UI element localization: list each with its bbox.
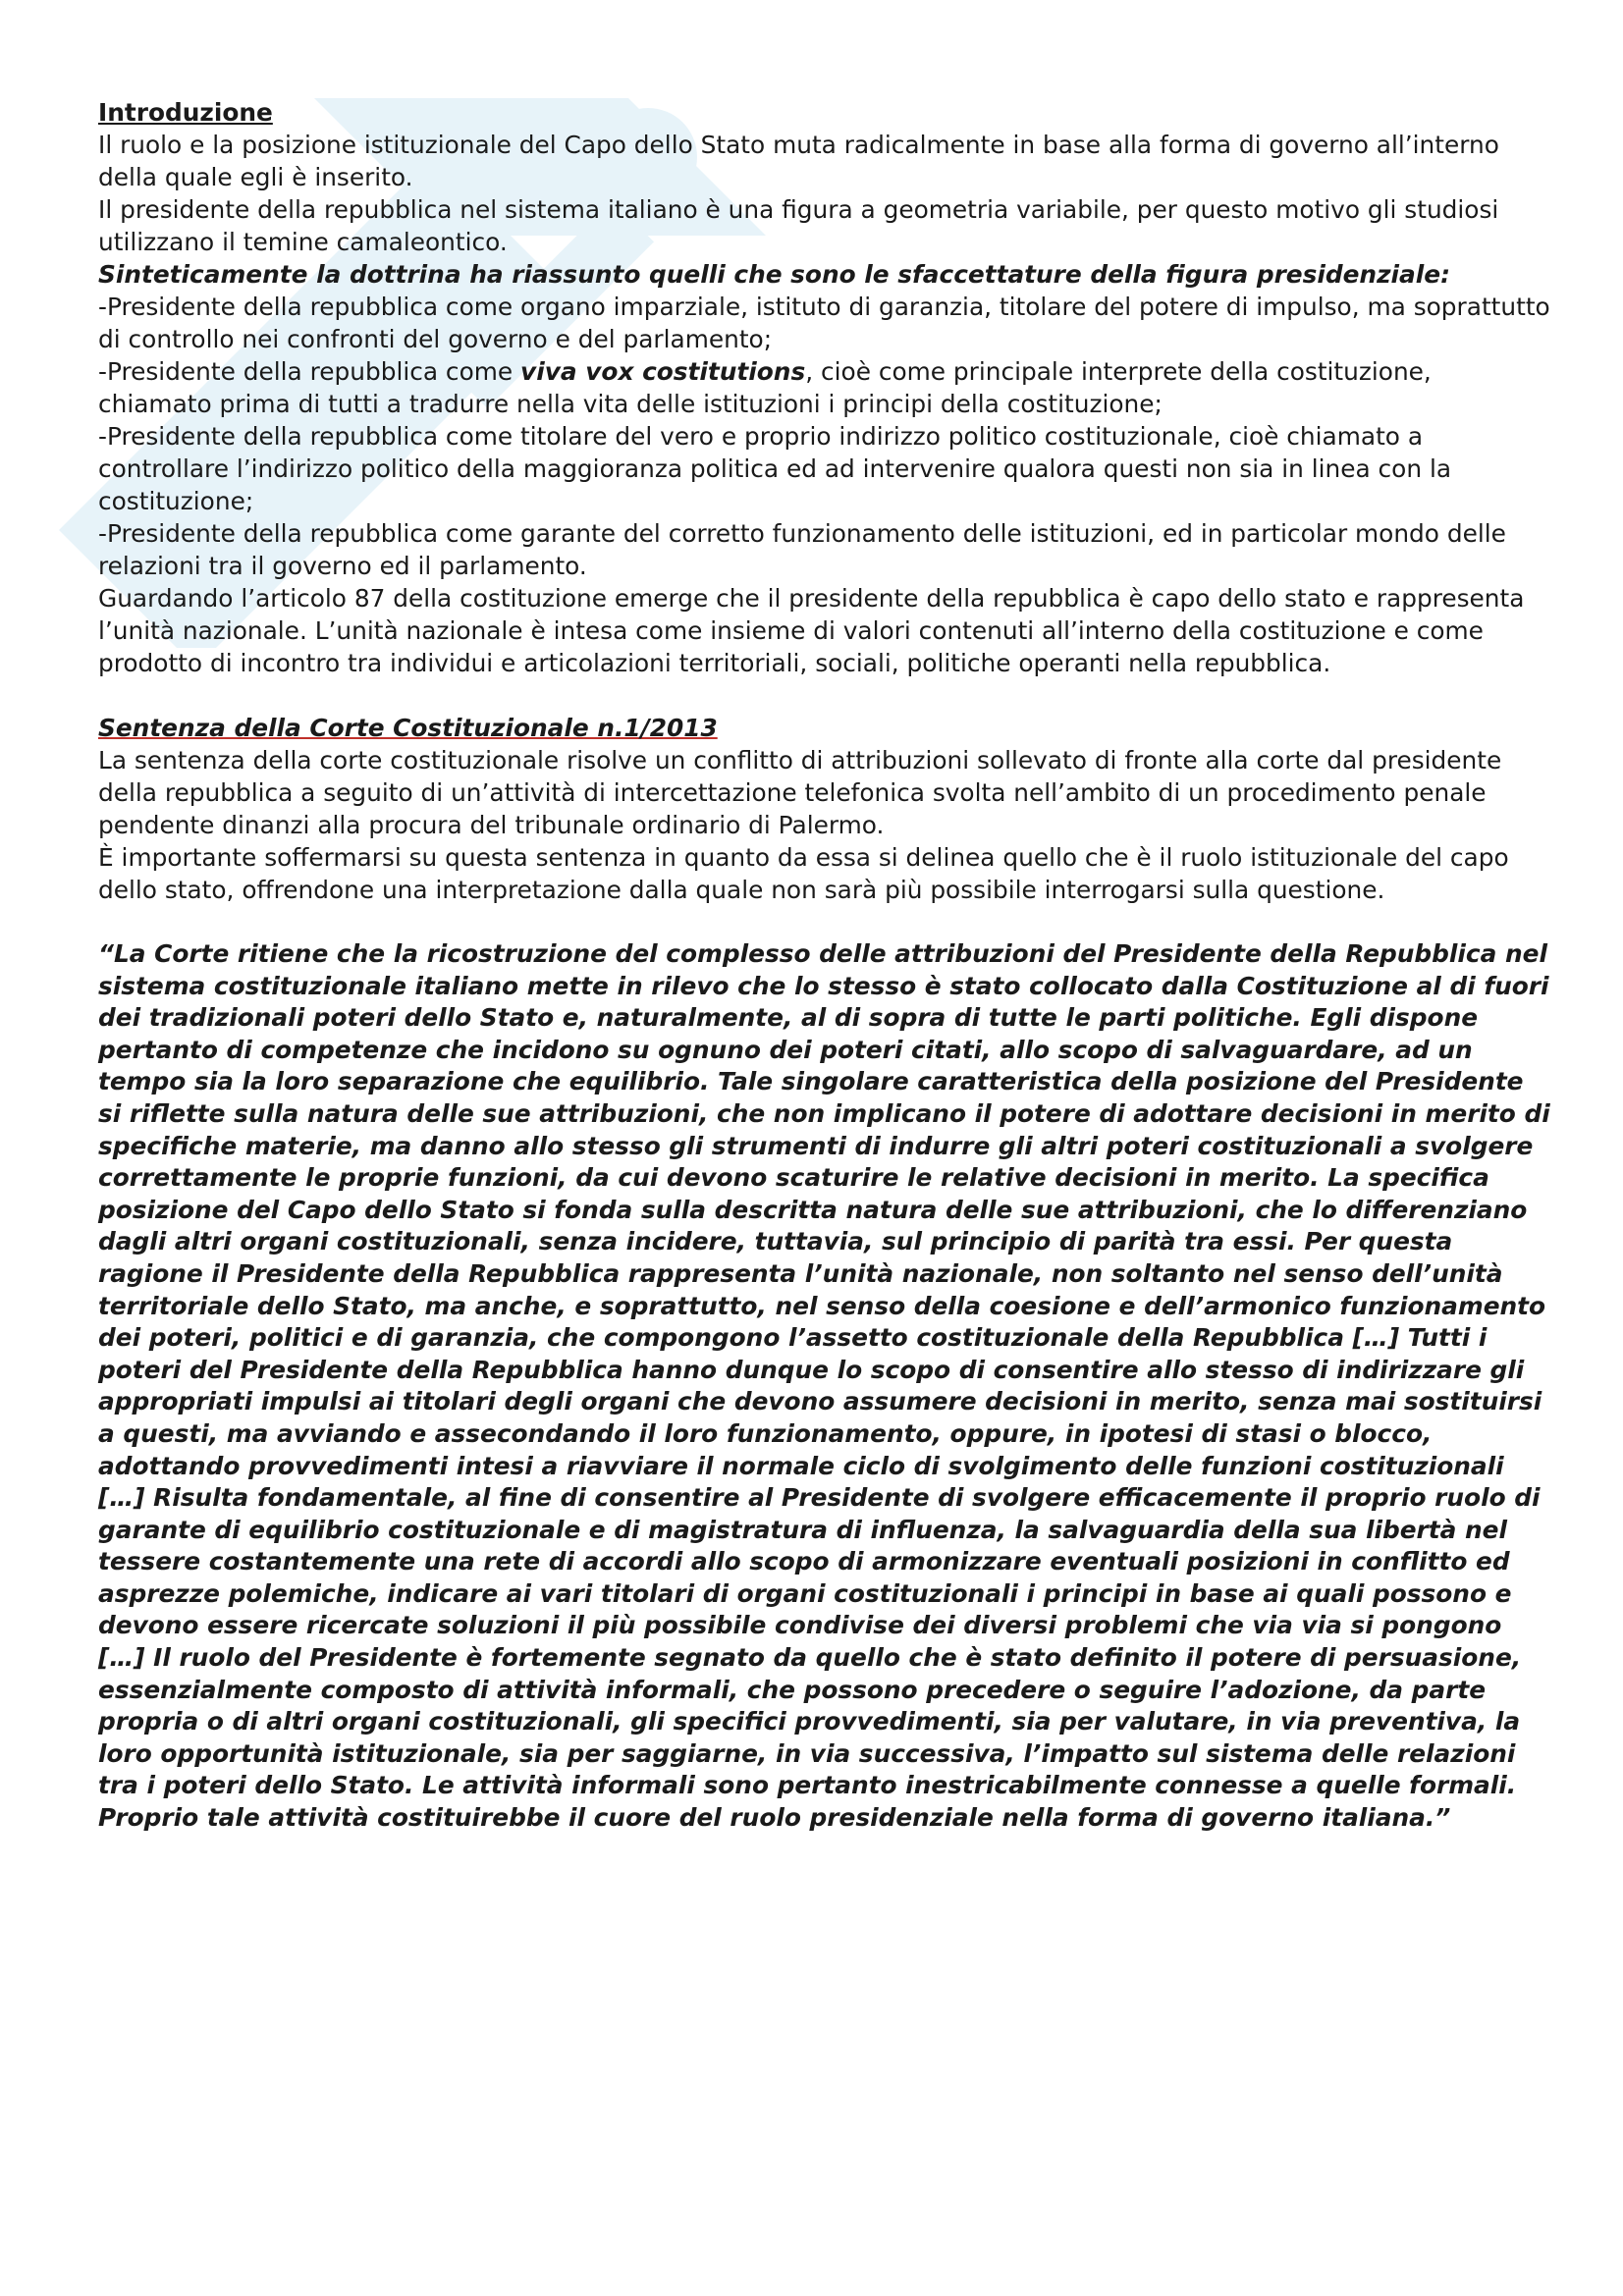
- list-item: -Presidente della repubblica come titolare del vero e proprio indirizzo politico costituzionale, cioè chiamato a controllare l’indirizzo politico della maggioranza politica ed ad intervenire qualora questi non sia in linea con la costituzione;: [98, 422, 1452, 515]
- spacer: [98, 679, 1551, 712]
- paragraph: È importante soffermarsi su questa sentenza in quanto da essa si delinea quello che è il ruolo istituzionale del capo dello stato, offrendone una interpretazione dalla quale non sarà più possibile interrogarsi sulla questione.: [98, 843, 1509, 904]
- section-heading-sentenza: Sentenza della Corte Costituzionale n.1/2013: [98, 714, 718, 742]
- paragraph: La sentenza della corte costituzionale risolve un conflitto di attribuzioni sollevato di fronte alla corte dal presidente della repubblica a seguito di un’attività di intercettazione telefonica svolta nell’ambito di un procedimento penale pendente dinanzi alla procura del tribunale ordinario di Palermo.: [98, 746, 1502, 839]
- paragraph: Il presidente della repubblica nel sistema italiano è una figura a geometria variabile, per questo motivo gli studiosi utilizzano il temine camaleontico.: [98, 195, 1499, 256]
- paragraph: Il ruolo e la posizione istituzionale del Capo dello Stato muta radicalmente in base alla forma di governo all’interno della quale egli è inserito.: [98, 131, 1499, 191]
- list-item: -Presidente della repubblica come viva vox costitutions, cioè come principale interprete della costituzione, chiamato prima di tutti a tradurre nella vita delle istituzioni i principi della costituzione;: [98, 357, 1432, 418]
- section-heading-introduzione: Introduzione: [98, 98, 273, 127]
- emphasis-latin-term: viva vox costitutions: [520, 357, 806, 386]
- quoted-ruling: “La Corte ritiene che la ricostruzione del complesso delle attribuzioni del Presidente della Repubblica nel sistema costituzionale italiano mette in rilevo che lo stesso è stato collocato dalla Costituzione al di fuori dei tradizionali poteri dello Stato e, naturalmente, al di sopra di tutte le parti politiche. Egli dispone pertanto di competenze che incidono su ognuno dei poteri citati, allo scopo di salvaguardare, ad un tempo sia la loro separazione che equilibrio. Tale singolare caratteristica della posizione del Presidente si riflette sulla natura delle sue attribuzioni, che non implicano il potere di adottare decisioni in merito di specifiche materie, ma danno allo stesso gli strumenti di indurre gli altri poteri costituzionali a svolgere correttamente le proprie funzioni, da cui devono scaturire le relative decisioni in merito. La specifica posizione del Capo dello Stato si fonda sulla descritta natura delle sue attribuzioni, che lo differenziano dagli altri organi costituzionali, senza incidere, tuttavia, sul principio di parità tra essi. Per questa ragione il Presidente della Repubblica rappresenta l’unità nazionale, non soltanto nel senso dell’unità territoriale dello Stato, ma anche, e soprattutto, nel senso della coesione e dell’armonico funzionamento dei poteri, politici e di garanzia, che compongono l’assetto costituzionale della Repubblica […] Tutti i poteri del Presidente della Repubblica hanno dunque lo scopo di consentire allo stesso di indirizzare gli appropriati impulsi ai titolari degli organi che devono assumere decisioni in merito, senza mai sostituirsi a questi, ma avviando e assecondando il loro funzionamento, oppure, in ipotesi di stasi o blocco, adottando provvedimenti intesi a riavviare il normale ciclo di svolgimento delle funzioni costituzionali […] Risulta fondamentale, al fine di consentire al Presidente di svolgere efficacemente il proprio ruolo di garante di equilibrio costituzionale e di magistratura di influenza, la salvaguardia della sua libertà nel tessere costantemente una rete di accordi allo scopo di armonizzare eventuali posizioni in conflitto ed asprezze polemiche, indicare ai vari titolari di organi costituzionali i principi in base ai quali possono e devono essere ricercate soluzioni il più possibile condivise dei diversi problemi che via via si pongono […] Il ruolo del Presidente è fortemente segnato da quello che è stato definito il potere di persuasione, essenzialmente composto di attività informali, che possono precedere o seguire l’adozione, da parte propria o di altri organi costituzionali, gli specifici provvedimenti, sia per valutare, in via preventiva, la loro opportunità istituzionale, sia per saggiarne, in via successiva, l’impatto sul sistema delle relazioni tra i poteri dello Stato. Le attività informali sono pertanto inestricabilmente connesse a quelle formali. Proprio tale attività costituirebbe il cuore del ruolo presidenziale nella forma di governo italiana.”: [98, 939, 1550, 1833]
- summary-lead: Sinteticamente la dottrina ha riassunto quelli che sono le sfaccettature della figura presidenziale:: [98, 260, 1450, 289]
- paragraph: Guardando l’articolo 87 della costituzione emerge che il presidente della repubblica è capo dello stato e rappresenta l’unità nazionale. L’unità nazionale è intesa come insieme di valori contenuti all’interno della costituzione e come prodotto di incontro tra individui e articolazioni territoriali, sociali, politiche operanti nella repubblica.: [98, 584, 1525, 677]
- list-item: -Presidente della repubblica come organo imparziale, istituto di garanzia, titolare del potere di impulso, ma soprattutto di controllo nei confronti del governo e del parlamento;: [98, 293, 1550, 353]
- list-item: -Presidente della repubblica come garante del corretto funzionamento delle istituzioni, ed in particolar mondo delle relazioni tra il governo ed il parlamento.: [98, 519, 1506, 580]
- document-page: [98, 96, 1551, 1835]
- spacer: [98, 906, 1551, 938]
